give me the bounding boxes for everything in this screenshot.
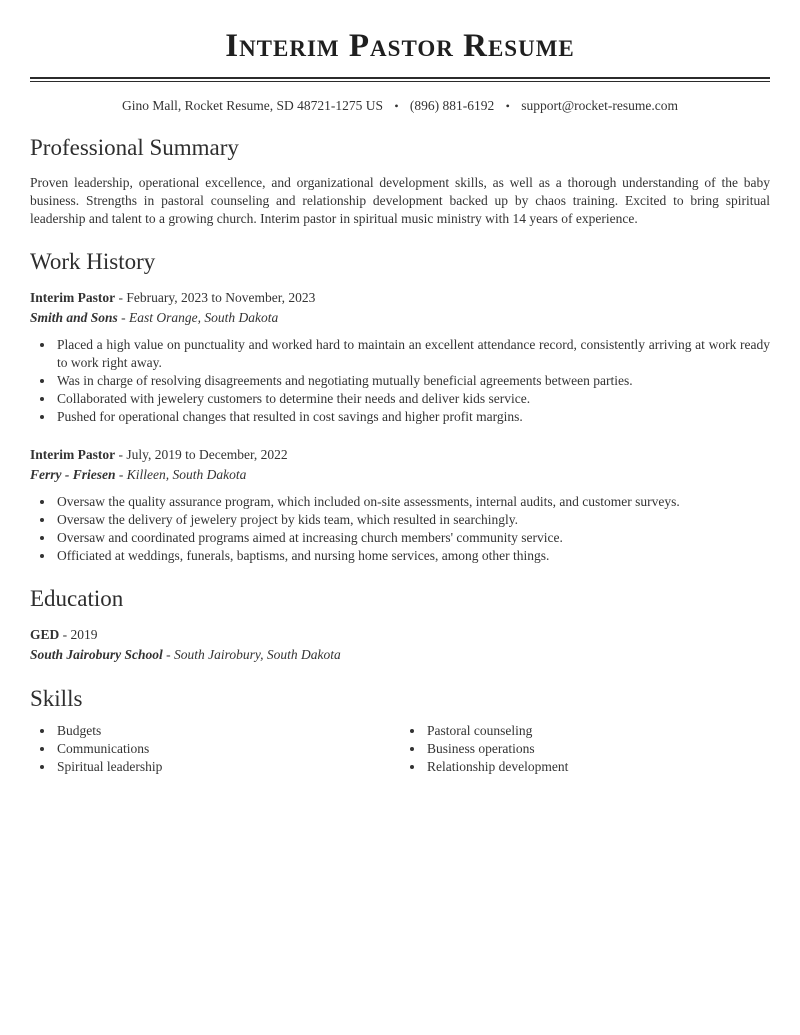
section-work-history: [30, 249, 770, 565]
education-degree-line: [30, 625, 770, 645]
job-entry: [30, 445, 770, 565]
job-company-line: [30, 308, 770, 328]
section-education: [30, 586, 770, 664]
education-school: South Jairobury School: [30, 646, 163, 662]
bullet-item: • Oversaw the delivery of jewelery project by kids team, which resulted in searchingly.: [55, 511, 770, 529]
skill-item: • Business operations: [425, 740, 770, 758]
contact-line: [30, 98, 770, 114]
bullet-item: • Officiated at weddings, funerals, baptisms, and nursing home services, among other things.: [55, 547, 770, 565]
dash-separator: -: [166, 646, 171, 662]
skills-columns: [30, 722, 770, 776]
skill-item: • Spiritual leadership: [55, 758, 400, 776]
contact-address: Gino Mall, Rocket Resume, SD 48721-1275 US: [121, 98, 383, 114]
education-year: 2019: [70, 626, 98, 642]
job-bullet-list: [30, 493, 770, 565]
contact-separator-dot: •: [394, 99, 399, 114]
header-divider: [30, 77, 770, 82]
job-title-line: [30, 288, 770, 308]
job-company-line: [30, 465, 770, 485]
skills-list-left: [30, 722, 400, 776]
job-company: Smith and Sons: [30, 310, 118, 326]
section-professional-summary: [30, 135, 770, 227]
job-dates: July, 2019 to December, 2022: [126, 447, 288, 463]
page-title: Interim Pastor Resume: [225, 28, 575, 64]
dash-separator: -: [118, 290, 123, 306]
section-heading-education: Education: [30, 586, 124, 612]
job-dates: February, 2023 to November, 2023: [126, 290, 316, 306]
bullet-item: • Was in charge of resolving disagreements and negotiating mutually beneficial agreements between parties.: [55, 372, 770, 390]
dash-separator: -: [118, 447, 123, 463]
skill-item: • Relationship development: [425, 758, 770, 776]
section-heading-summary: Professional Summary: [30, 135, 239, 161]
education-school-line: [30, 645, 770, 665]
dash-separator: -: [121, 310, 126, 326]
job-company: Ferry - Friesen: [30, 467, 116, 483]
section-heading-skills: Skills: [30, 685, 83, 711]
contact-email: support@rocket-resume.com: [521, 98, 679, 114]
education-entry: [30, 625, 770, 665]
job-location: Killeen, South Dakota: [126, 467, 247, 483]
resume-header: [30, 28, 770, 114]
job-location: East Orange, South Dakota: [129, 310, 279, 326]
bullet-item: • Collaborated with jewelery customers to determine their needs and deliver kids service.: [55, 390, 770, 408]
section-heading-work-history: Work History: [30, 248, 156, 274]
bullet-item: • Pushed for operational changes that resulted in cost savings and higher profit margins.: [55, 408, 770, 426]
job-bullet-list: [30, 336, 770, 426]
dash-separator: -: [62, 626, 68, 642]
skill-item: • Pastoral counseling: [425, 722, 770, 740]
bullet-item: • Oversaw and coordinated programs aimed at increasing church members' community service.: [55, 529, 770, 547]
skill-item: • Communications: [55, 740, 400, 758]
education-degree: GED: [30, 626, 60, 642]
section-skills: [30, 686, 770, 776]
job-title: Interim Pastor: [30, 447, 116, 463]
dash-separator: -: [118, 467, 124, 483]
education-location: South Jairobury, South Dakota: [174, 646, 341, 662]
job-title-line: [30, 445, 770, 465]
job-title: Interim Pastor: [30, 290, 116, 306]
contact-separator-dot: •: [505, 99, 510, 114]
summary-paragraph: Proven leadership, operational excellence, and organizational development skills, as well as a thorough understanding of the baby business. Strengths in pastoral counseling and relationship development backed up by chaos training. Excited to bring spiritual leadership and talent to a growing church. Interim pastor in spiritual music ministry with 14 years of experience.: [30, 174, 770, 226]
contact-phone: (896) 881-6192: [409, 98, 495, 114]
skill-item: • Budgets: [55, 722, 400, 740]
bullet-item: • Placed a high value on punctuality and worked hard to maintain an excellent attendance record, consistently arriving at work ready to work right away.: [55, 336, 770, 372]
skills-list-right: [400, 722, 770, 776]
bullet-item: • Oversaw the quality assurance program, which included on-site assessments, internal audits, and customer surveys.: [55, 493, 770, 511]
job-entry: [30, 288, 770, 426]
